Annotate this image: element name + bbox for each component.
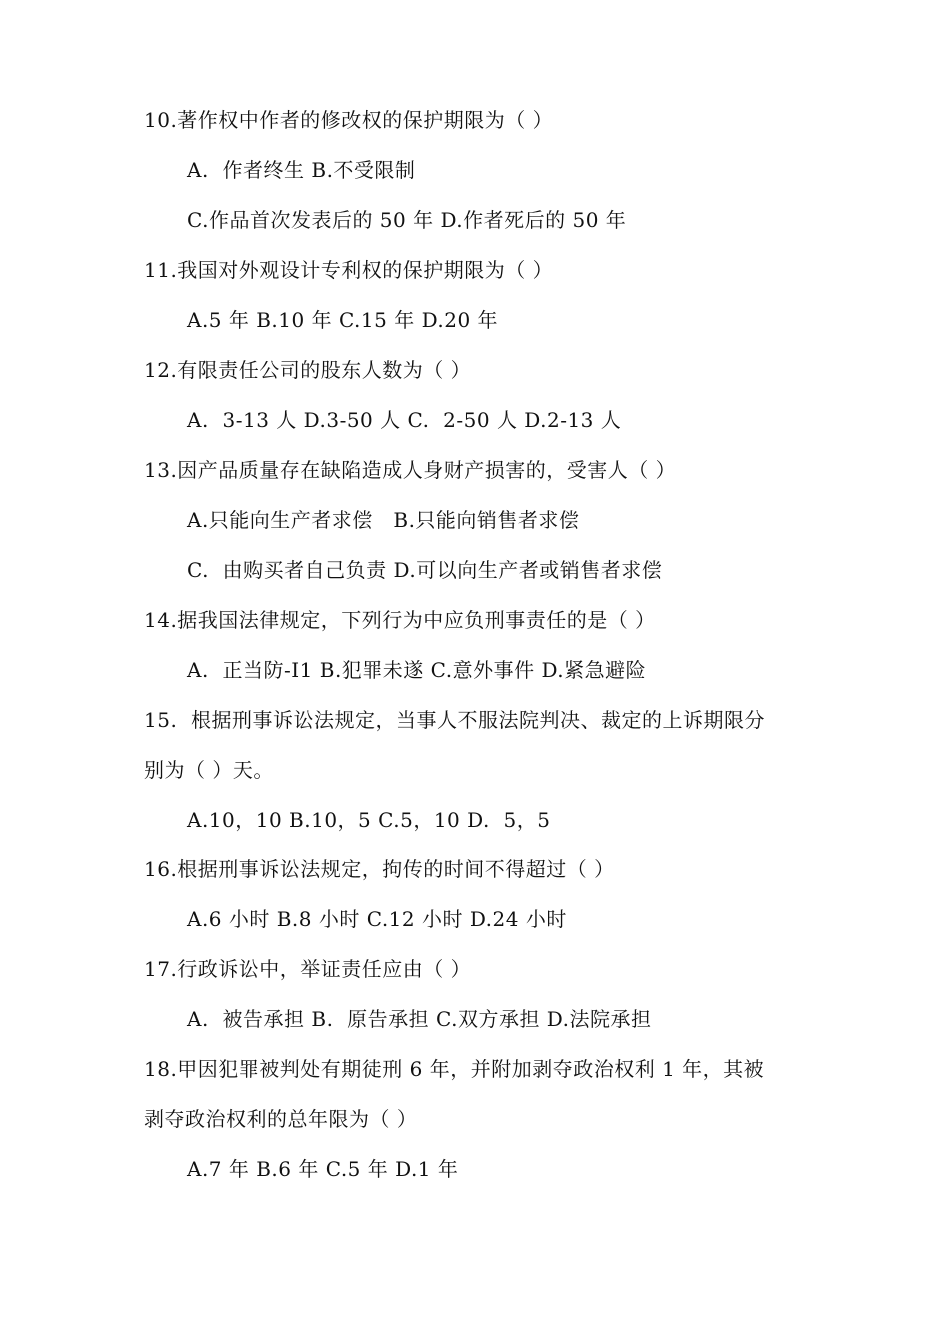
question-16-options: A.6 小时 B.8 小时 C.12 小时 D.24 小时 xyxy=(187,907,567,931)
question-14: 14.据我国法律规定，下列行为中应负刑事责任的是（ ） xyxy=(144,608,656,632)
question-10-options-1: A. 作者终生 B.不受限制 xyxy=(187,158,416,182)
question-13-options-1: A.只能向生产者求偿 B.只能向销售者求偿 xyxy=(187,508,580,532)
question-15-continued: 别为（ ）天。 xyxy=(144,758,274,782)
question-14-options: A. 正当防-I1 B.犯罪未遂 C.意外事件 D.紧急避险 xyxy=(187,658,647,682)
question-15-options: A.10，10 B.10，5 C.5，10 D. 5，5 xyxy=(187,808,551,832)
question-15: 15. 根据刑事诉讼法规定，当事人不服法院判决、裁定的上诉期限分 xyxy=(144,708,766,732)
question-13: 13.因产品质量存在缺陷造成人身财产损害的，受害人（ ） xyxy=(144,458,677,482)
question-17-options: A. 被告承担 B. 原告承担 C.双方承担 D.法院承担 xyxy=(187,1007,652,1031)
question-17: 17.行政诉讼中，举证责任应由（ ） xyxy=(144,957,472,981)
question-13-options-2: C. 由购买者自己负责 D.可以向生产者或销售者求偿 xyxy=(187,558,663,582)
question-18-continued: 剥夺政治权利的总年限为（ ） xyxy=(144,1107,418,1131)
question-11-options: A.5 年 B.10 年 C.15 年 D.20 年 xyxy=(187,308,499,332)
question-12: 12.有限责任公司的股东人数为（ ） xyxy=(144,358,472,382)
question-12-options: A. 3-13 人 D.3-50 人 C. 2-50 人 D.2-13 人 xyxy=(187,408,622,432)
question-10: 10.著作权中作者的修改权的保护期限为（ ） xyxy=(144,108,554,132)
question-16: 16.根据刑事诉讼法规定，拘传的时间不得超过（ ） xyxy=(144,857,615,881)
question-10-options-2: C.作品首次发表后的 50 年 D.作者死后的 50 年 xyxy=(187,208,627,232)
question-18-options: A.7 年 B.6 年 C.5 年 D.1 年 xyxy=(187,1157,459,1181)
question-11: 11.我国对外观设计专利权的保护期限为（ ） xyxy=(144,258,554,282)
question-18: 18.甲因犯罪被判处有期徒刑 6 年，并附加剥夺政治权利 1 年，其被 xyxy=(144,1057,765,1081)
